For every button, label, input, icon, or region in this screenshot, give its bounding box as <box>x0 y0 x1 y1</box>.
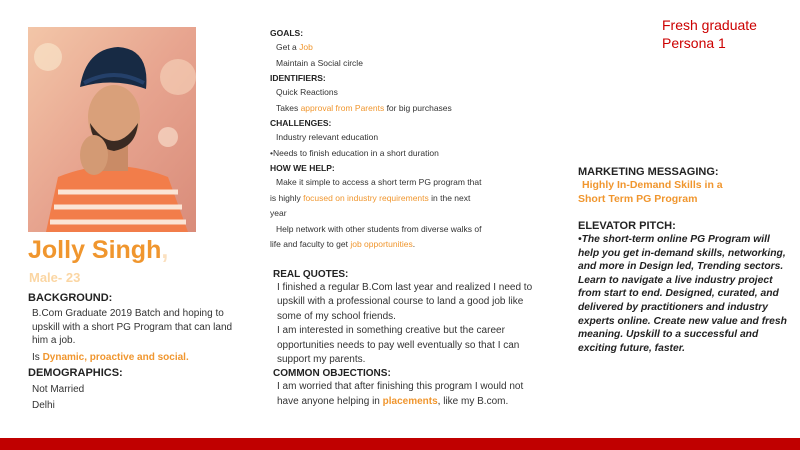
persona-name-text: Jolly Singh <box>28 236 162 264</box>
persona-photo <box>28 27 196 232</box>
help-line <box>270 191 505 207</box>
marketing-line: Highly In-Demand Skills in a <box>582 179 723 191</box>
background-heading: BACKGROUND: <box>28 292 113 304</box>
quote-item: I am interested in something creative but the career opportunities needs to pay well eventually so that I can support my parents. <box>277 325 520 366</box>
quotes-section <box>273 268 543 409</box>
background-traits-text: Dynamic, proactive and social. <box>42 351 189 363</box>
background-section <box>28 292 243 414</box>
background-traits <box>28 351 243 365</box>
footer-bar <box>0 438 800 450</box>
persona-name <box>28 236 168 265</box>
help-line-prefix: is highly <box>270 192 304 203</box>
challenges-item: •Needs to finish education in a short duration <box>270 147 439 158</box>
persona-tag-line1: Fresh graduate <box>662 17 757 33</box>
identifiers-item-prefix: Takes <box>276 102 301 113</box>
quote-item: I finished a regular B.Com last year and realized I need to upskill with a professional course to land a good job like some of my school friends. <box>277 282 533 322</box>
challenges-heading: CHALLENGES: <box>270 118 332 128</box>
goals-item-highlight: Job <box>299 42 313 52</box>
marketing-section <box>578 165 788 355</box>
goals-item-prefix: Get a <box>276 42 300 52</box>
persona-tag-line2: Persona 1 <box>662 35 726 51</box>
goals-heading: GOALS: <box>270 28 304 38</box>
persona-tag <box>662 16 757 52</box>
how-we-help-heading: HOW WE HELP: <box>270 163 335 173</box>
objection-item <box>273 380 543 409</box>
help-line-suffix: . <box>412 239 416 249</box>
elevator-heading: ELEVATOR PITCH: <box>578 220 676 232</box>
identifiers-heading: IDENTIFIERS: <box>270 73 326 83</box>
marketing-line: Short Term PG Program <box>578 192 698 205</box>
background-is: Is <box>32 351 40 363</box>
help-line: Make it simple to access a short term PG program that <box>276 177 482 187</box>
elevator-text: •The short-term online PG Program will help you get in-demand skills, networking, and more in Design led, Trending sectors. Learn to navigate a live industry project from start to end. Designed, curated, and delivered by practitioners and industry experts online. Create new value and fresh meaning. Upskill to a successful and exciting future, faster. <box>578 234 787 354</box>
marketing-heading: MARKETING MESSAGING: <box>578 166 719 178</box>
identifiers-item-highlight: approval from Parents <box>300 102 385 113</box>
help-line-suffix: in the next <box>428 192 471 203</box>
help-line-highlight: job opportunities <box>350 239 413 249</box>
persona-subtitle: Male- 23 <box>29 270 81 285</box>
help-line-prefix: life and faculty to get <box>270 239 351 249</box>
help-line-highlight: focused on industry requirements <box>303 192 429 203</box>
goals-section <box>270 26 505 253</box>
help-line <box>270 237 505 253</box>
quotes-heading: REAL QUOTES: <box>273 269 349 280</box>
persona-name-comma: , <box>161 236 169 264</box>
objection-prefix: I am worried that after finishing this program I would not have anyone helping in <box>277 381 524 407</box>
demographics-item: Not Married <box>32 384 85 395</box>
background-text: B.Com Graduate 2019 Batch and hoping to upskill with a short PG Program that can land him a job. <box>32 308 233 346</box>
help-line: Help network with other students from diverse walks of <box>276 223 482 234</box>
challenges-item: Industry relevant education <box>276 132 379 142</box>
objections-heading: COMMON OBJECTIONS: <box>273 368 391 380</box>
identifiers-item <box>270 101 505 117</box>
demographics-item: Delhi <box>32 400 55 411</box>
goals-item: Maintain a Social circle <box>276 57 363 68</box>
objection-suffix: , like my B.com. <box>437 395 509 407</box>
goals-item <box>270 40 505 56</box>
help-line: year <box>270 208 287 218</box>
objection-highlight: placements <box>382 395 438 407</box>
identifiers-item-suffix: for big purchases <box>384 102 452 113</box>
demographics-heading: DEMOGRAPHICS: <box>28 367 123 379</box>
identifiers-item: Quick Reactions <box>276 87 338 97</box>
